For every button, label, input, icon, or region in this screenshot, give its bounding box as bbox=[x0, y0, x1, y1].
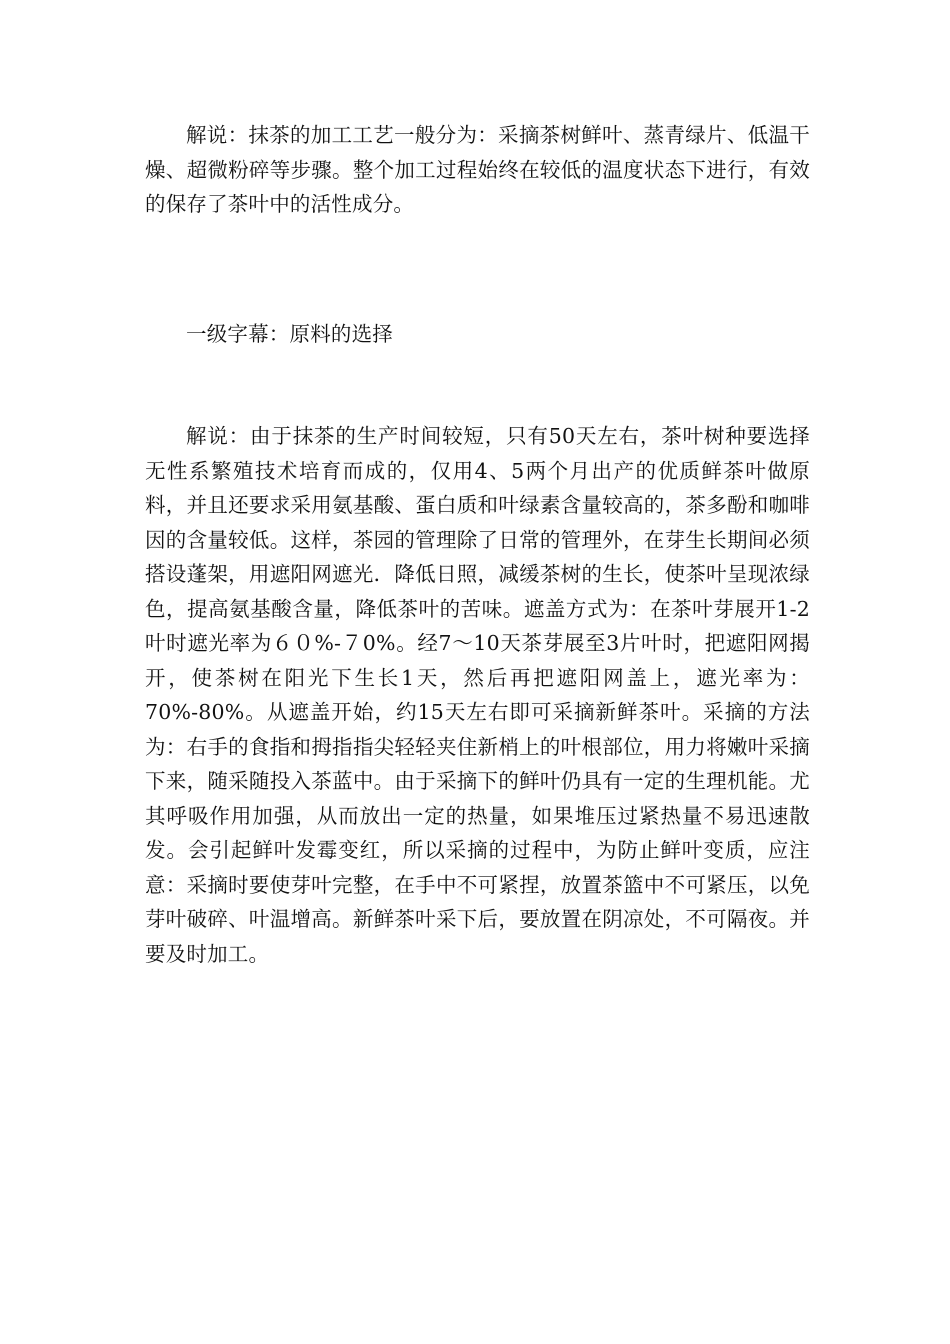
paragraph-processing-narration: 解说：抹茶的加工工艺一般分为：采摘茶树鲜叶、蒸青绿片、低温干燥、超微粉碎等步骤。整个加工过程始终在较低的温度状态下进行，有效的保存了茶叶中的活性成分。 bbox=[145, 123, 810, 216]
paragraph-subtitle-raw-material: 一级字幕：原料的选择 bbox=[186, 322, 393, 346]
paragraph-raw-material-narration: 解说：由于抹茶的生产时间较短，只有50天左右，茶叶树种要选择无性系繁殖技术培育而成的，仅用4、5两个月出产的优质鲜茶叶做原料，并且还要求采用氨基酸、蛋白质和叶绿素含量较高的，茶多酚和咖啡因的含量较低。这样，茶园的管理除了日常的管理外，在芽生长期间必须搭设蓬架，用遮阳网遮光．降低日照，减缓茶树的生长，使茶叶呈现浓绿色，提高氨基酸含量，降低茶叶的苦味。遮盖方式为：在茶叶芽展开1-2叶时遮光率为６０%-７0%。经7～10天茶芽展至3片叶时，把遮阳网揭开，使茶树在阳光下生长1天，然后再把遮阳网盖上，遮光率为：70%-80%。从遮盖开始，约15天左右即可采摘新鲜茶叶。采摘的方法为：右手的食指和拇指指尖轻轻夹住新梢上的叶根部位，用力将嫩叶采摘下来，随采随投入茶蓝中。由于采摘下的鲜叶仍具有一定的生理机能。尤其呼吸作用加强，从而放出一定的热量，如果堆压过紧热量不易迅速散发。会引起鲜叶发霉变红，所以采摘的过程中，为防止鲜叶变质，应注意：采摘时要使芽叶完整，在手中不可紧捏，放置茶篮中不可紧压，以免芽叶破碎、叶温增高。新鲜茶叶采下后，要放置在阴凉处，不可隔夜。并要及时加工。 bbox=[145, 424, 810, 966]
